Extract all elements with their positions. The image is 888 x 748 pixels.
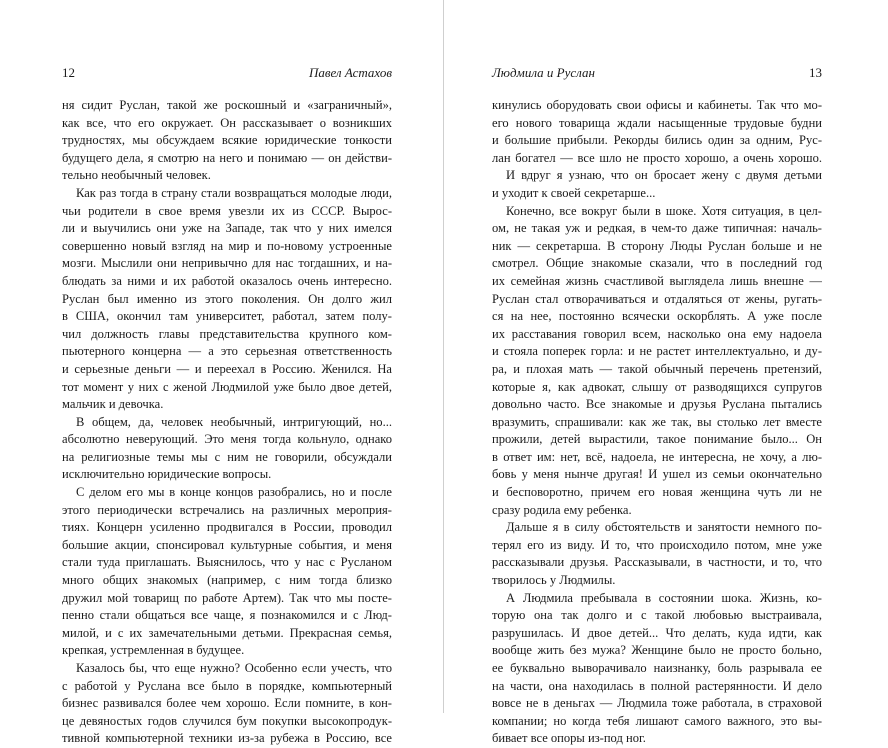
text-line: в США, окончил там университет, работал, затем полу- [62, 309, 392, 324]
text-line: це девяностых годов случился бум покупки высокопродук- [62, 713, 392, 728]
text-line: дружил мой товарищ по работе Артем). Так что мы посте- [62, 590, 392, 605]
text-line: на части, она находилась в полной растерянности. И дело [492, 678, 822, 693]
text-line: Руслан стал отворачиваться и отдаляться от жены, ругать- [492, 291, 822, 306]
text-line: стали туда приглашать. Выяснилось, что у нас с Русланом [62, 555, 392, 570]
text-line: компании; но когда тебя лишают самого важного, это вы- [492, 713, 822, 728]
text-line: чьи родители в свое время увезли их из СССР. Вырос- [62, 203, 392, 218]
text-line: И вдруг я узнаю, что он бросает жену с двумя детьми [506, 168, 822, 183]
text-line: блюдать за ними и их работой оказалось очень интересно. [62, 273, 392, 288]
text-line: смотрел. Общие знакомые сказали, что в последний год [492, 256, 822, 271]
text-line: будущего дела, я смотрю на него и понимаю — он действи- [62, 150, 392, 165]
text-line: мальчик и девочка. [62, 397, 164, 412]
text-line: ом, не такая уж и редкая, в чем-то даже типичная: началь- [492, 221, 822, 236]
text-line: трудностях, мы обсуждаем всякие юридические тонкости [62, 133, 392, 148]
text-line: довольно часто. Все знакомые и друзья Руслана пытались [492, 397, 822, 412]
text-line: тельно необычный человек. [62, 168, 211, 183]
text-line: ра, и плохая мать — такой обычный перечень претензий, [492, 361, 822, 376]
text-line: терял его из виду. И то, что происходило потом, мне уже [492, 537, 822, 552]
text-line: вообще жить без мужа? Женщине было не просто больно, [492, 643, 822, 658]
text-line: разрушилась. И двое детей... Что делать, куда идти, как [492, 625, 822, 640]
text-line: исключительно юридические вопросы. [62, 467, 272, 482]
right-running-head: Людмила и Руслан [492, 65, 595, 80]
text-line: тивной компьютерной техники из-за рубежа в Россию, все [62, 731, 392, 746]
right-page-body [492, 97, 822, 748]
left-running-head: Павел Астахов [308, 65, 392, 80]
text-line: милой, и с их замечательными детьми. Прекрасная семья, [62, 625, 392, 640]
text-line: бивает все опоры из-под ног. [492, 731, 646, 746]
text-line: рассказывали друзья. Рассказывали, в частности, и то, что [492, 555, 822, 570]
text-line: творилось у Людмилы. [492, 573, 616, 588]
text-line: мозги. Мыслили они непривычно для нас тогдашних, и на- [62, 256, 392, 271]
text-line: этого периодически встречались на различных мероприя- [62, 502, 392, 517]
right-page-number: 13 [809, 65, 822, 80]
text-line: лан богател — все шло не просто хорошо, а очень хорошо. [492, 150, 822, 165]
text-line: ее буквально выворачивало наизнанку, боль разрывала ее [492, 661, 822, 675]
text-line: и бесповоротно, причем его новая женщина чуть ли не [492, 485, 822, 500]
text-line: на религиозные темы мы с ним не говорили, обсуждали [62, 449, 392, 464]
text-line: вразумить, спрашивали: как же так, вы столько лет вместе [492, 414, 822, 429]
text-line: Казалось бы, что еще нужно? Особенно если учесть, что [76, 661, 392, 675]
text-line: Как раз тогда в страну стали возвращаться молодые люди, [76, 185, 392, 200]
text-line: Конечно, все вокруг были в шоке. Хотя ситуация, в цел- [506, 203, 822, 218]
text-line: бизнес развивался более чем хорошо. Если помните, в кон- [62, 696, 392, 711]
text-line: вовсе не в деньгах — Людмила тоже работала, в страховой [492, 696, 822, 711]
text-line: пенно стали общаться все чаще, я познакомился и с Люд- [62, 608, 392, 623]
text-line: и уходит к своей секретарше... [492, 185, 656, 200]
text-line: прожили, детей вырастили, такое понимание было... Он [492, 432, 822, 447]
text-line: крепкая, устремленная в будущее. [62, 643, 245, 658]
text-line: как все, что его окружает. Он рассказывает о возникших [62, 115, 392, 130]
text-line: совершенно новый взгляд на мир и по-новому устроенные [62, 238, 392, 253]
text-line: много общих знакомых (например, с ним тогда близко [62, 573, 392, 588]
text-line: тот момент у них с женой Людмилой уже было двое детей, [62, 379, 392, 394]
text-line: и стояла поперек горла: и не растет интеллектуально, и ду- [492, 344, 822, 359]
text-line: Дальше я в силу обстоятельств и занятости немного по- [506, 520, 822, 535]
text-line: с работой у Руслана все было в порядке, компьютерный [62, 678, 392, 693]
text-line: кинулись оборудовать свои офисы и кабинеты. Так что мо- [492, 98, 822, 112]
text-line: и серьезные деньги — и переехал в Россию. Женился. На [62, 361, 392, 376]
text-line: бовь у меня нынче другая! И ушел из семьи окончательно [492, 467, 822, 482]
text-line: В общем, да, человек необычный, интригующий, но... [76, 414, 392, 429]
text-line: А Людмила пребывала в состоянии шока. Жизнь, ко- [506, 590, 822, 605]
text-line: ник — секретарша. В сторону Люды Руслан больше и не [492, 238, 822, 253]
text-line: ся на нее, постоянно всячески оскорблять. А уже после [492, 309, 822, 324]
text-line: и большие прибыли. Рекорды бились один за одним, Рус- [492, 133, 822, 148]
left-page-body [62, 97, 392, 748]
text-line: пьютерного концерна — а это серьезная ответственность [62, 344, 392, 359]
text-line: тиях. Концерн усиленно продвигался в России, проводил [62, 520, 392, 535]
text-line: большие акции, спонсировал культурные события, и меня [62, 537, 392, 552]
text-line: чил должность главы представительства крупного ком- [62, 326, 392, 341]
text-line: их семейная жизнь счастливой выглядела лишь внешне — [492, 273, 822, 288]
text-line: их расставания говорил всем, насколько она ему надоела [492, 326, 822, 341]
text-line: ли и выучились они уже на Западе, так что у них имелся [62, 221, 392, 236]
page-gutter [443, 0, 444, 713]
text-line: сразу родила ему ребенка. [492, 502, 632, 517]
text-line: торую она так долго и с такой любовью выстраивала, [492, 608, 822, 623]
text-line: ня сидит Руслан, такой же роскошный и «заграничный», [62, 98, 392, 112]
text-line: абсолютно неверующий. Это меня тогда кольнуло, однако [62, 432, 392, 447]
text-line: которые я, как адвокат, слышу от разводящихся супругов [492, 379, 822, 394]
text-line: С делом его мы в конце концов разобрались, но и после [76, 485, 392, 500]
text-line: в ответ им: нет, всё, надоела, не интересна, не хочу, а лю- [492, 449, 822, 464]
text-line: его нового товарища ждали насыщенные трудовые будни [492, 115, 822, 130]
text-line: Руслан был именно из этого поколения. Он долго жил [62, 291, 392, 306]
left-page-number: 12 [62, 65, 75, 80]
